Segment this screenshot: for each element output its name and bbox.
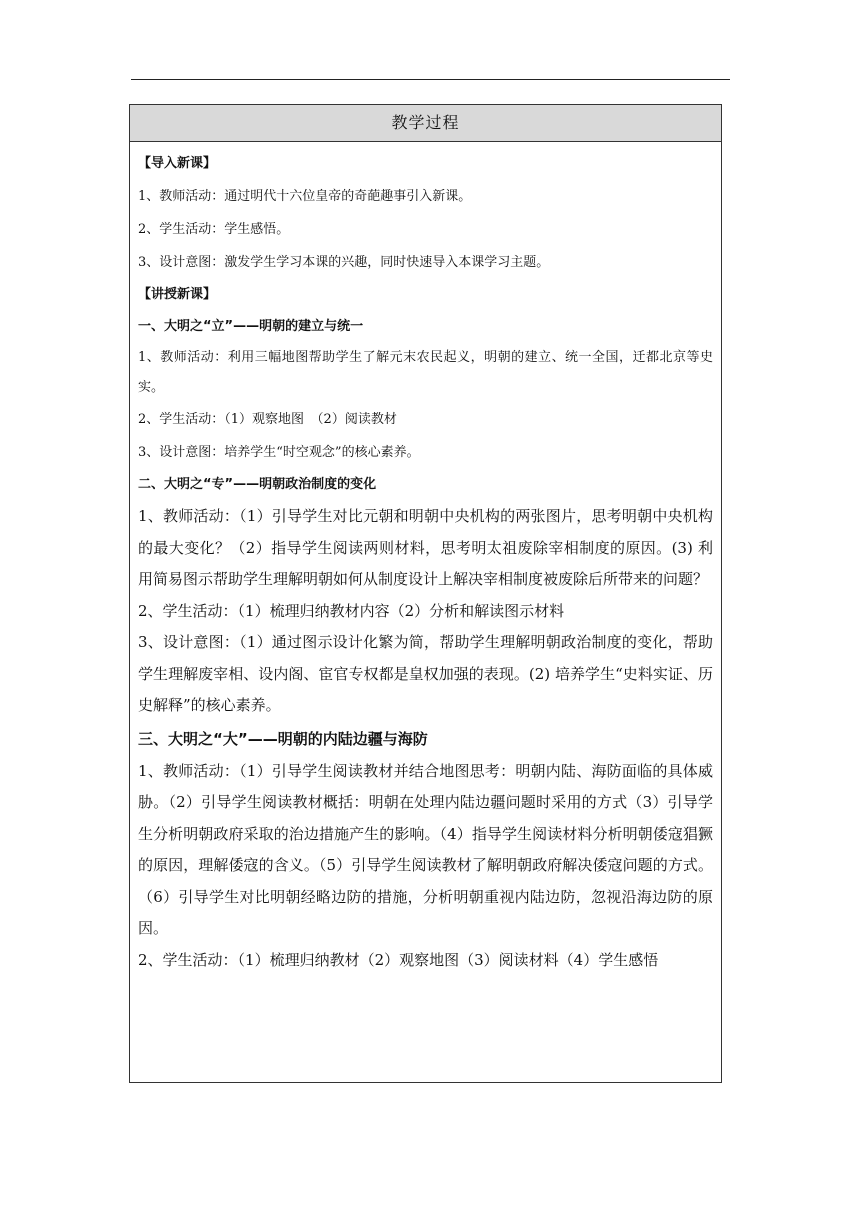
section-2-heading: 二、大明之“专”——明朝政治制度的变化 [138,477,377,492]
section-1-heading: 一、大明之“立”——明朝的建立与统一 [138,319,364,334]
section-2-student-activity: 2、学生活动：（1）梳理归纳教材内容（2）分析和解读图示材料 [138,601,565,620]
table-content [130,142,721,1082]
intro-design-intent: 3、设计意图：激发学生学习本课的兴趣，同时快速导入本课学习主题。 [138,255,550,270]
section-1-teacher-activity: 1、教师活动：利用三幅地图帮助学生了解元末农民起义，明朝的建立、统一全国，迁都北京等史实。 [138,350,713,395]
section-3-student-activity: 2、学生活动：（1）梳理归纳教材（2）观察地图（3）阅读材料（4）学生感悟 [138,950,659,969]
section-1-design-intent: 3、设计意图：培养学生“时空观念”的核心素养。 [138,445,420,460]
intro-heading: 【导入新课】 [138,156,217,171]
section-2-teacher-activity: 1、教师活动：（1）引导学生对比元朝和明朝中央机构的两张图片，思考明朝中央机构的最大变化？（2）指导学生阅读两则材料，思考明太祖废除宰相制度的原因。(3) 利用简易图示帮助学生理解明朝如何从制度设计上解决宰相制度被废除后所带来的问题？ [138,507,713,588]
section-2-design-intent: 3、设计意图：（1）通过图示设计化繁为简，帮助学生理解明朝政治制度的变化，帮助学生理解废宰相、设内阁、宦官专权都是皇权加强的表现。(2) 培养学生“史料实证、历史解释”的核心素养。 [138,633,713,714]
section-3-heading: 三、大明之“大”——明朝的内陆边疆与海防 [138,729,428,748]
intro-teacher-activity: 1、教师活动：通过明代十六位皇帝的奇葩趣事引入新课。 [138,189,472,204]
intro-student-activity: 2、学生活动：学生感悟。 [138,222,290,237]
lecture-heading: 【讲授新课】 [138,287,217,302]
section-1-student-activity: 2、学生活动：（1）观察地图 （2）阅读教材 [138,412,397,427]
header-rule [131,79,730,80]
table-title: 教学过程 [130,105,721,142]
teaching-process-table [129,104,722,1083]
section-3-teacher-activity: 1、教师活动：（1）引导学生阅读教材并结合地图思考：明朝内陆、海防面临的具体威胁。（2）引导学生阅读教材概括：明朝在处理内陆边疆问题时采用的方式（3）引导学生分析明朝政府采取的治边措施产生的影响。（4）指导学生阅读材料分析明朝倭寇猖獗的原因，理解倭寇的含义。（5）引导学生阅读教材了解明朝政府解决倭寇问题的方式。（6）引导学生对比明朝经略边防的措施，分析明朝重视内陆边防，忽视沿海边防的原因。 [138,761,713,937]
